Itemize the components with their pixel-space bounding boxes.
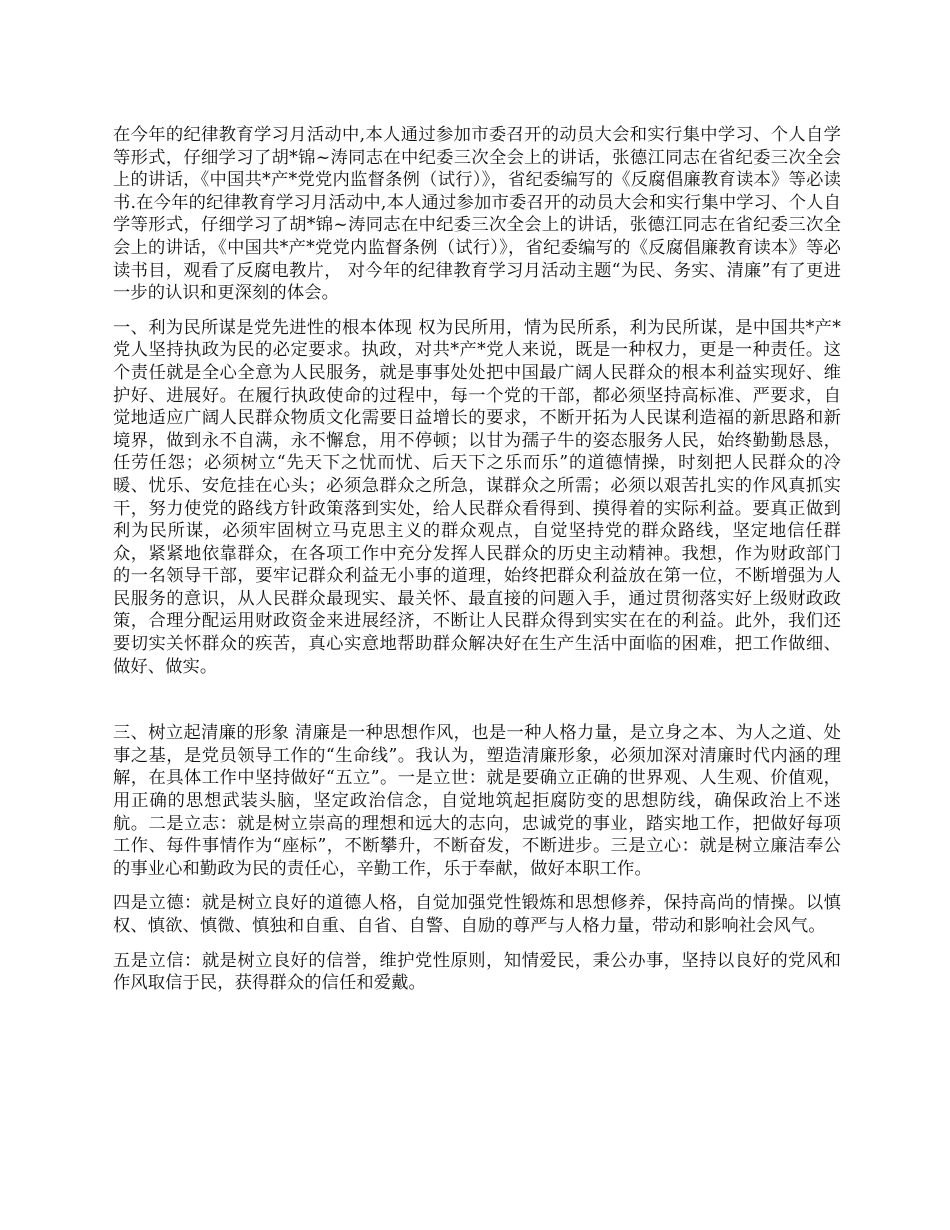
document-body (113, 124, 841, 1007)
section-spacer (113, 690, 841, 722)
section-one-paragraph: 一、利为民所谋是党先进性的根本体现 权为民所用，情为民所系，利为民所谋，是中国共*产*党人坚持执政为民的必定要求。执政，对共*产*党人来说，既是一种权力，更是一种责任。这个责任就是全心全意为人民服务，就是事事处处把中国最广阔人民群众的根本利益实现好、维护好、进展好。在履行执政使命的过程中，每一个党的干部，都必须坚持高标准、严要求，自觉地适应广阔人民群众物质文化需要日益增长的要求，不断开拓为人民谋利造福的新思路和新境界，做到永不自满，永不懈怠，用不停顿；以甘为孺子牛的姿态服务人民，始终勤勤恳恳，任劳任怨；必须树立“先天下之忧而忧、后天下之乐而乐”的道德情操，时刻把人民群众的冷暖、忧乐、安危挂在心头；必须急群众之所急，谋群众之所需；必须以艰苦扎实的作风真抓实干，努力使党的路线方针政策落到实处，给人民群众看得到、摸得着的实际利益。要真正做到利为民所谋，必须牢固树立马克思主义的群众观点，自觉坚持党的群众路线，坚定地信任群众，紧紧地依靠群众，在各项工作中充分发挥人民群众的历史主动精神。我想，作为财政部门的一名领导干部，要牢记群众利益无小事的道理，始终把群众利益放在第一位，不断增强为人民服务的意识，从人民群众最现实、最关怀、最直接的问题入手，通过贯彻落实好上级财政政策，合理分配运用财政资金来进展经济，不断让人民群众得到实实在在的利益。此外，我们还要切实关怀群众的疾苦，真心实意地帮助群众解决好在生产生活中面临的困难，把工作做细、做好、做实。 (113, 317, 841, 677)
section-three-paragraph: 三、树立起清廉的形象 清廉是一种思想作风，也是一种人格力量，是立身之本、为人之道、处事之基，是党员领导工作的“生命线”。我认为，塑造清廉形象，必须加深对清廉时代内涵的理解，在具体工作中坚持做好“五立”。一是立世：就是要确立正确的世界观、人生观、价值观，用正确的思想武装头脑，坚定政治信念，自觉地筑起拒腐防变的思想防线，确保政治上不迷航。二是立志：就是树立崇高的理想和远大的志向，忠诚党的事业，踏实地工作，把做好每项工作、每件事情作为“座标”，不断攀升，不断奋发，不断进步。三是立心：就是树立廉洁奉公的事业心和勤政为民的责任心，辛勤工作，乐于奉献，做好本职工作。 (113, 723, 841, 879)
intro-paragraph: 在今年的纪律教育学习月活动中,本人通过参加市委召开的动员大会和实行集中学习、个人自学等形式，仔细学习了胡*锦~涛同志在中纪委三次全会上的讲话，张德江同志在省纪委三次全会上的讲话，《中国共*产*党党内监督条例（试行）》，省纪委编写的《反腐倡廉教育读本》等必读书.在今年的纪律教育学习月活动中,本人通过参加市委召开的动员大会和实行集中学习、个人自学等形式，仔细学习了胡*锦~涛同志在中纪委三次全会上的讲话，张德江同志在省纪委三次全会上的讲话，《中国共*产*党党内监督条例（试行）》，省纪委编写的《反腐倡廉教育读本》等必读书目，观看了反腐电教片， 对今年的纪律教育学习月活动主题“为民、务实、清廉”有了更进一步的认识和更深刻的体会。 (113, 125, 841, 304)
virtue-paragraph: 四是立德：就是树立良好的道德人格，自觉加强党性锻炼和思想修养，保持高尚的情操。以慎权、慎欲、慎微、慎独和自重、自省、自警、自励的尊严与人格力量，带动和影响社会风气。 (113, 893, 841, 936)
credibility-paragraph: 五是立信：就是树立良好的信誉，维护党性原则，知情爱民，秉公办事，坚持以良好的党风和作风取信于民，获得群众的信任和爱戴。 (113, 950, 841, 994)
